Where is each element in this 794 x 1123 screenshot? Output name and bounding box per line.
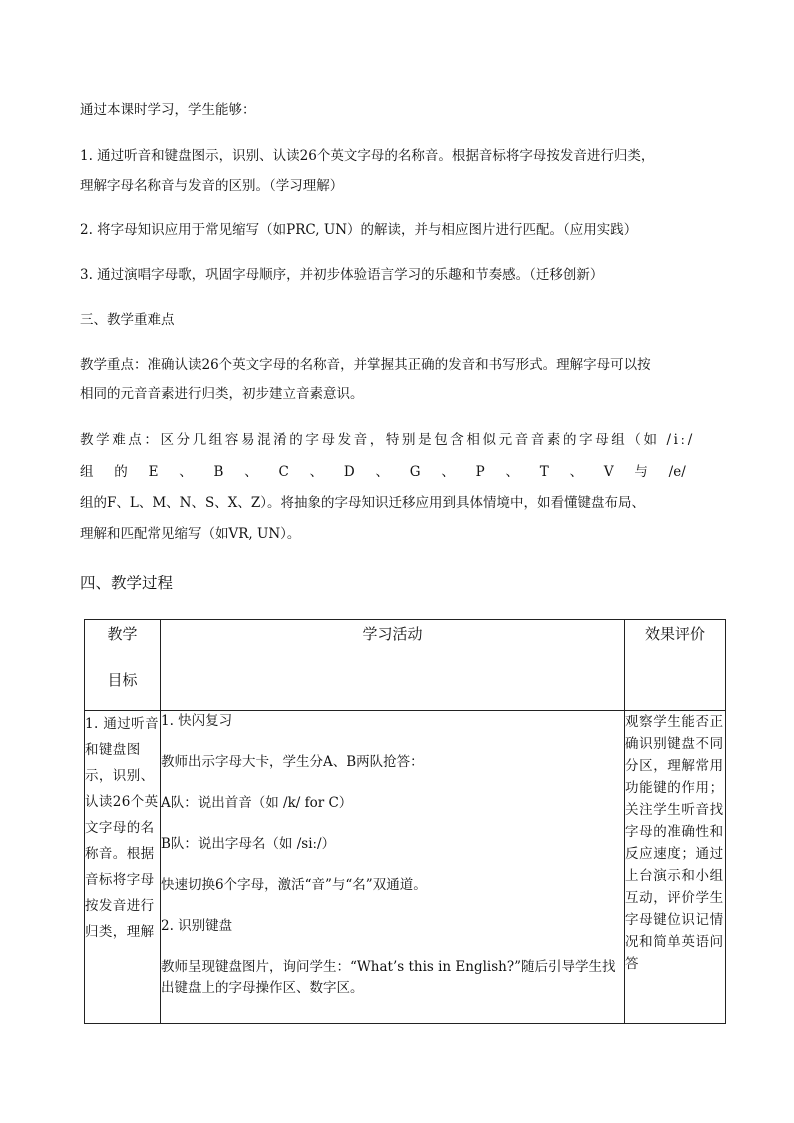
header-activity-label: 学习活动	[362, 625, 423, 643]
objective-2: 2. 将字母知识应用于常见缩写（如PRC, UN）的解读，并与相应图片进行匹配。（应用实践）	[80, 222, 638, 238]
token: P	[475, 464, 485, 480]
token: 、	[505, 464, 519, 480]
activity-line: B队：说出字母名（如 /siː/）	[161, 836, 336, 852]
difficult-points-line-1: 教学难点：区分几组容易混淆的字母发音，特别是包含相似元音音素的字母组（如 /iː/	[80, 432, 695, 448]
header-activity-cell	[161, 620, 625, 711]
section-4-heading: 四、教学过程	[80, 574, 174, 592]
token: D	[343, 464, 355, 480]
token: 、	[309, 464, 324, 480]
activity-line: 教师呈现键盘图片，询问学生：“What’s this in English?”随后引导学生找出键盘上的字母操作区、数字区。	[161, 959, 616, 996]
intro-text: 通过本课时学习，学生能够：	[80, 102, 256, 118]
token: V	[603, 464, 614, 480]
header-evaluation-cell	[625, 620, 726, 711]
activity-line: A队：说出首音（如 /k/ for C）	[161, 795, 353, 811]
token: C	[278, 464, 289, 480]
header-goal-line-1: 教学	[107, 625, 138, 643]
activity-line: 教师出示字母大卡，学生分A、B两队抢答：	[161, 754, 424, 770]
goal-cell: 1. 通过听音和键盘图示，识别、认读26个英文字母的名称音。根据音标将字母按发音进行归类，理解	[85, 711, 161, 1024]
activity-line: 2. 识别键盘	[161, 918, 233, 934]
token: /e/	[668, 464, 686, 480]
token: 与	[634, 464, 648, 480]
table-row	[85, 711, 726, 1024]
token: 、	[569, 464, 584, 480]
header-goal-cell	[85, 620, 161, 711]
difficult-points-line-4: 理解和匹配常见缩写（如VR, UN）。	[80, 526, 301, 542]
activity-cell	[161, 711, 625, 1024]
objective-3: 3. 通过演唱字母歌，巩固字母顺序，并初步体验语言学习的乐趣和节奏感。（迁移创新）	[80, 267, 604, 283]
evaluation-cell: 观察学生能否正确识别键盘不同分区，理解常用功能键的作用；关注学生听音找字母的准确性和反应速度；通过上台演示和小组互动，评价学生字母键位识记情况和简单英语问答	[625, 711, 726, 1024]
token: 的	[114, 464, 128, 480]
difficult-points-line-2	[80, 459, 686, 485]
section-3-heading: 三、教学重难点	[80, 312, 175, 328]
key-points-line-1: 教学重点：准确认读26个英文字母的名称音，并掌握其正确的发音和书写形式。理解字母可以按	[80, 357, 651, 373]
objective-1-line-1: 1. 通过听音和键盘图示，识别、认读26个英文字母的名称音。根据音标将字母按发音进行归类，	[80, 148, 655, 164]
token: 、	[179, 464, 193, 480]
table-header-row	[85, 620, 726, 711]
header-evaluation-label: 效果评价	[644, 625, 705, 643]
token: 、	[244, 464, 258, 480]
token: T	[539, 464, 549, 480]
token: 、	[441, 464, 455, 480]
token: 组	[80, 464, 94, 480]
difficult-points-line-3: 组的F、L、M、N、S、X、Z）。将抽象的字母知识迁移应用到具体情境中，如看懂键盘布局、	[80, 495, 645, 511]
teaching-process-table	[84, 619, 726, 1024]
objective-1-line-2: 理解字母名称音与发音的区别。（学习理解）	[80, 178, 344, 194]
token: E	[148, 464, 159, 480]
header-goal-line-2: 目标	[107, 671, 138, 689]
token: G	[409, 464, 421, 480]
activity-line: 1. 快闪复习	[161, 713, 233, 729]
token: 、	[375, 464, 389, 480]
token: B	[213, 464, 224, 480]
key-points-line-2: 相同的元音音素进行归类，初步建立音素意识。	[80, 386, 364, 402]
activity-line: 快速切换6个字母，激活“音”与“名”双通道。	[161, 877, 427, 893]
